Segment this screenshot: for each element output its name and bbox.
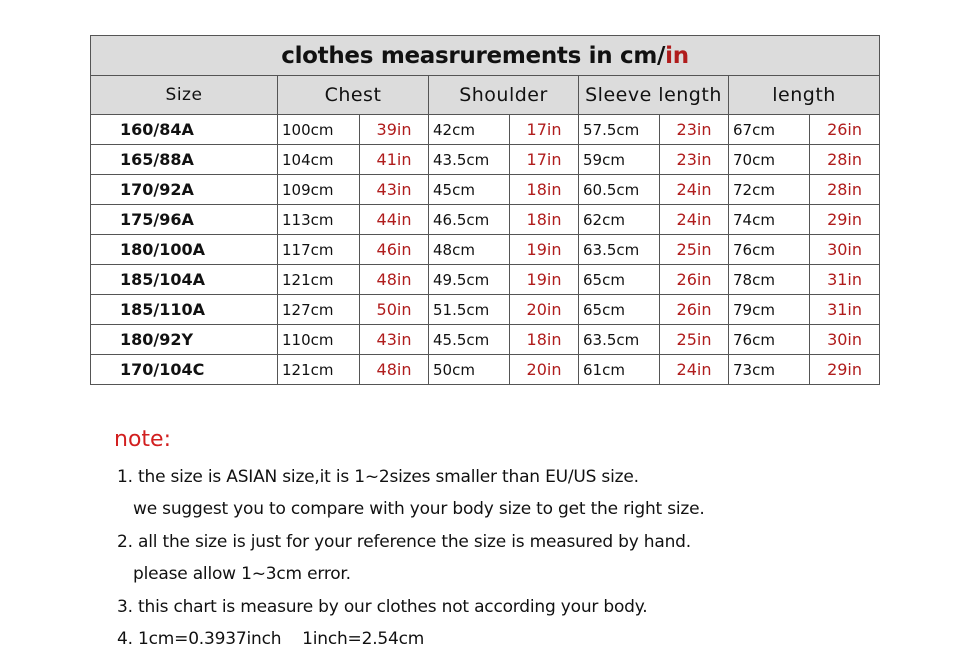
chest-in-cell: 48in <box>360 355 429 385</box>
chest-in-cell: 48in <box>360 265 429 295</box>
chest-cm-cell: 104cm <box>278 145 360 175</box>
note-line-4: 4. 1cm=0.3937inch 1inch=2.54cm <box>117 629 425 649</box>
length-in-cell: 29in <box>810 205 880 235</box>
sleeve-cm-cell: 61cm <box>579 355 660 385</box>
table-row <box>91 175 880 205</box>
shoulder-in-cell: 20in <box>510 355 579 385</box>
header-sleeve-length: Sleeve length <box>579 76 729 115</box>
length-in-cell: 31in <box>810 295 880 325</box>
sleeve-in-cell: 23in <box>660 145 729 175</box>
shoulder-in-cell: 17in <box>510 115 579 145</box>
length-cm-cell: 76cm <box>729 325 810 355</box>
sleeve-cm-cell: 59cm <box>579 145 660 175</box>
table-row <box>91 145 880 175</box>
header-length: length <box>729 76 880 115</box>
sleeve-cm-cell: 62cm <box>579 205 660 235</box>
shoulder-cm-cell: 49.5cm <box>429 265 510 295</box>
sleeve-in-cell: 26in <box>660 295 729 325</box>
chest-cm-cell: 121cm <box>278 355 360 385</box>
length-cm-cell: 70cm <box>729 145 810 175</box>
note-line-2: 2. all the size is just for your reference the size is measured by hand. <box>117 532 691 552</box>
chest-in-cell: 41in <box>360 145 429 175</box>
shoulder-in-cell: 18in <box>510 205 579 235</box>
chest-in-cell: 46in <box>360 235 429 265</box>
table-row <box>91 115 880 145</box>
shoulder-in-cell: 19in <box>510 235 579 265</box>
length-cm-cell: 78cm <box>729 265 810 295</box>
chest-in-cell: 43in <box>360 175 429 205</box>
sleeve-in-cell: 25in <box>660 235 729 265</box>
shoulder-in-cell: 17in <box>510 145 579 175</box>
shoulder-cm-cell: 43.5cm <box>429 145 510 175</box>
shoulder-cm-cell: 42cm <box>429 115 510 145</box>
chest-in-cell: 50in <box>360 295 429 325</box>
chest-cm-cell: 113cm <box>278 205 360 235</box>
sleeve-cm-cell: 63.5cm <box>579 235 660 265</box>
sleeve-cm-cell: 57.5cm <box>579 115 660 145</box>
length-cm-cell: 76cm <box>729 235 810 265</box>
size-cell: 180/92Y <box>91 325 278 355</box>
sleeve-in-cell: 24in <box>660 355 729 385</box>
size-cell: 165/88A <box>91 145 278 175</box>
shoulder-cm-cell: 46.5cm <box>429 205 510 235</box>
chest-cm-cell: 100cm <box>278 115 360 145</box>
table-body <box>91 115 880 385</box>
chest-in-cell: 39in <box>360 115 429 145</box>
size-cell: 175/96A <box>91 205 278 235</box>
table-row <box>91 295 880 325</box>
size-cell: 180/100A <box>91 235 278 265</box>
size-cell: 170/92A <box>91 175 278 205</box>
length-in-cell: 28in <box>810 175 880 205</box>
chest-cm-cell: 117cm <box>278 235 360 265</box>
chest-cm-cell: 110cm <box>278 325 360 355</box>
shoulder-cm-cell: 48cm <box>429 235 510 265</box>
header-size: Size <box>91 76 278 115</box>
note-line-1: 1. the size is ASIAN size,it is 1~2sizes smaller than EU/US size. <box>117 467 639 487</box>
shoulder-in-cell: 20in <box>510 295 579 325</box>
length-in-cell: 30in <box>810 235 880 265</box>
shoulder-in-cell: 18in <box>510 325 579 355</box>
shoulder-cm-cell: 45cm <box>429 175 510 205</box>
table-row <box>91 355 880 385</box>
length-cm-cell: 79cm <box>729 295 810 325</box>
sleeve-in-cell: 23in <box>660 115 729 145</box>
chest-cm-cell: 121cm <box>278 265 360 295</box>
chest-cm-cell: 109cm <box>278 175 360 205</box>
shoulder-cm-cell: 45.5cm <box>429 325 510 355</box>
length-in-cell: 29in <box>810 355 880 385</box>
size-cell: 170/104C <box>91 355 278 385</box>
header-chest: Chest <box>278 76 429 115</box>
sleeve-cm-cell: 60.5cm <box>579 175 660 205</box>
table-row <box>91 235 880 265</box>
sleeve-in-cell: 26in <box>660 265 729 295</box>
length-cm-cell: 74cm <box>729 205 810 235</box>
length-in-cell: 26in <box>810 115 880 145</box>
note-line-1-cont: we suggest you to compare with your body size to get the right size. <box>133 499 705 519</box>
sleeve-cm-cell: 63.5cm <box>579 325 660 355</box>
length-cm-cell: 73cm <box>729 355 810 385</box>
table-title <box>91 36 880 76</box>
table-row <box>91 205 880 235</box>
table-row <box>91 325 880 355</box>
header-shoulder: Shoulder <box>429 76 579 115</box>
size-cell: 160/84A <box>91 115 278 145</box>
note-line-2-cont: please allow 1~3cm error. <box>133 564 351 584</box>
shoulder-in-cell: 19in <box>510 265 579 295</box>
chest-in-cell: 44in <box>360 205 429 235</box>
chest-cm-cell: 127cm <box>278 295 360 325</box>
note-line-3: 3. this chart is measure by our clothes not according your body. <box>117 597 648 617</box>
length-in-cell: 28in <box>810 145 880 175</box>
table-title-prefix: clothes measrurements in cm/ <box>281 42 666 69</box>
shoulder-cm-cell: 51.5cm <box>429 295 510 325</box>
size-chart-table <box>90 35 880 385</box>
shoulder-cm-cell: 50cm <box>429 355 510 385</box>
note-title: note: <box>114 427 171 452</box>
length-cm-cell: 72cm <box>729 175 810 205</box>
size-cell: 185/104A <box>91 265 278 295</box>
size-cell: 185/110A <box>91 295 278 325</box>
table-row <box>91 265 880 295</box>
shoulder-in-cell: 18in <box>510 175 579 205</box>
sleeve-in-cell: 25in <box>660 325 729 355</box>
sleeve-in-cell: 24in <box>660 175 729 205</box>
sleeve-in-cell: 24in <box>660 205 729 235</box>
sleeve-cm-cell: 65cm <box>579 265 660 295</box>
length-cm-cell: 67cm <box>729 115 810 145</box>
chest-in-cell: 43in <box>360 325 429 355</box>
table-title-suffix: in <box>665 42 689 69</box>
length-in-cell: 30in <box>810 325 880 355</box>
length-in-cell: 31in <box>810 265 880 295</box>
sleeve-cm-cell: 65cm <box>579 295 660 325</box>
